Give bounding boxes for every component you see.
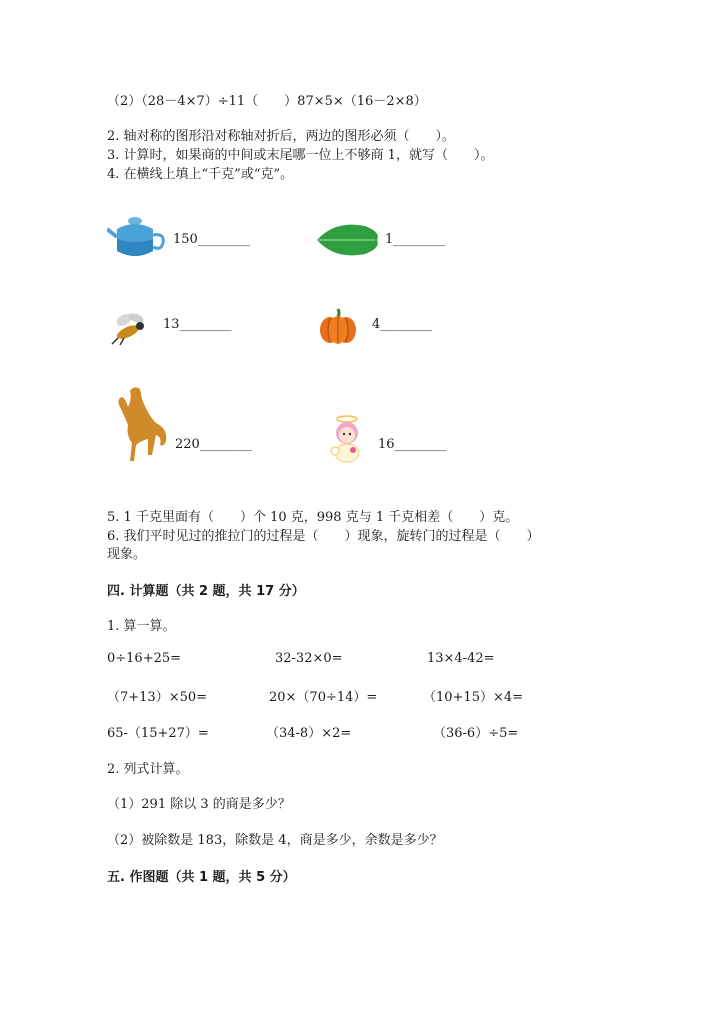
list-calc-question-2: （2）被除数是 183，除数是 4，商是多少，余数是多少？: [107, 833, 443, 848]
calc-row-2-col-2: 20×（70÷14）=: [269, 690, 378, 705]
calc-row-1-col-1: 0÷16+25=: [107, 651, 182, 666]
question-4: 4. 在横线上填上“千克”或“克”。: [107, 167, 294, 182]
calc-row-1-col-3: 13×4-42=: [427, 651, 495, 666]
leaf-answer[interactable]: 1________: [385, 232, 446, 247]
list-calc-question-1: （1）291 除以 3 的商是多少？: [107, 797, 291, 812]
calc-row-3-col-3: （36-6）÷5=: [433, 726, 519, 741]
calc-row-3-col-2: （34-8）×2=: [266, 726, 352, 741]
calc-row-2-col-3: （10+15）×4=: [423, 690, 524, 705]
horse-image: [112, 385, 170, 465]
calc-row-1-col-2: 32-32×0=: [275, 651, 343, 666]
pumpkin-answer[interactable]: 4________: [372, 317, 433, 332]
question-6-line-1: 6. 我们平时见过的推拉门的过程是（ ）现象，旋转门的过程是（ ）: [107, 529, 540, 544]
teapot-answer[interactable]: 150________: [173, 232, 250, 247]
calc-title: 1. 算一算。: [107, 619, 176, 634]
doll-answer[interactable]: 16________: [378, 437, 447, 452]
calc-row-3-col-1: 65-（15+27）=: [107, 726, 209, 741]
leaf-image: [315, 220, 381, 260]
bee-image: [110, 312, 148, 346]
question-1-part-2: （2）（28－4×7）÷11（ ）87×5×（16－2×8）: [107, 94, 427, 109]
question-2: 2. 轴对称的图形沿对称轴对折后，两边的图形必须（ ）。: [107, 129, 456, 144]
teapot-image: [107, 215, 167, 261]
bee-answer[interactable]: 13________: [163, 317, 232, 332]
section-4-title: 四. 计算题（共 2 题，共 17 分）: [107, 584, 305, 599]
question-3: 3. 计算时，如果商的中间或末尾哪一位上不够商 1，就写（ ）。: [107, 148, 494, 163]
question-6-line-2: 现象。: [107, 547, 147, 562]
doll-image: [323, 415, 369, 465]
question-5: 5. 1 千克里面有（ ）个 10 克，998 克与 1 千克相差（ ）克。: [107, 510, 519, 525]
calc-row-2-col-1: （7+13）×50=: [107, 690, 208, 705]
list-calc-title: 2. 列式计算。: [107, 762, 189, 777]
section-5-title: 五. 作图题（共 1 题，共 5 分）: [107, 870, 296, 885]
pumpkin-image: [318, 307, 358, 345]
horse-answer[interactable]: 220________: [175, 437, 252, 452]
